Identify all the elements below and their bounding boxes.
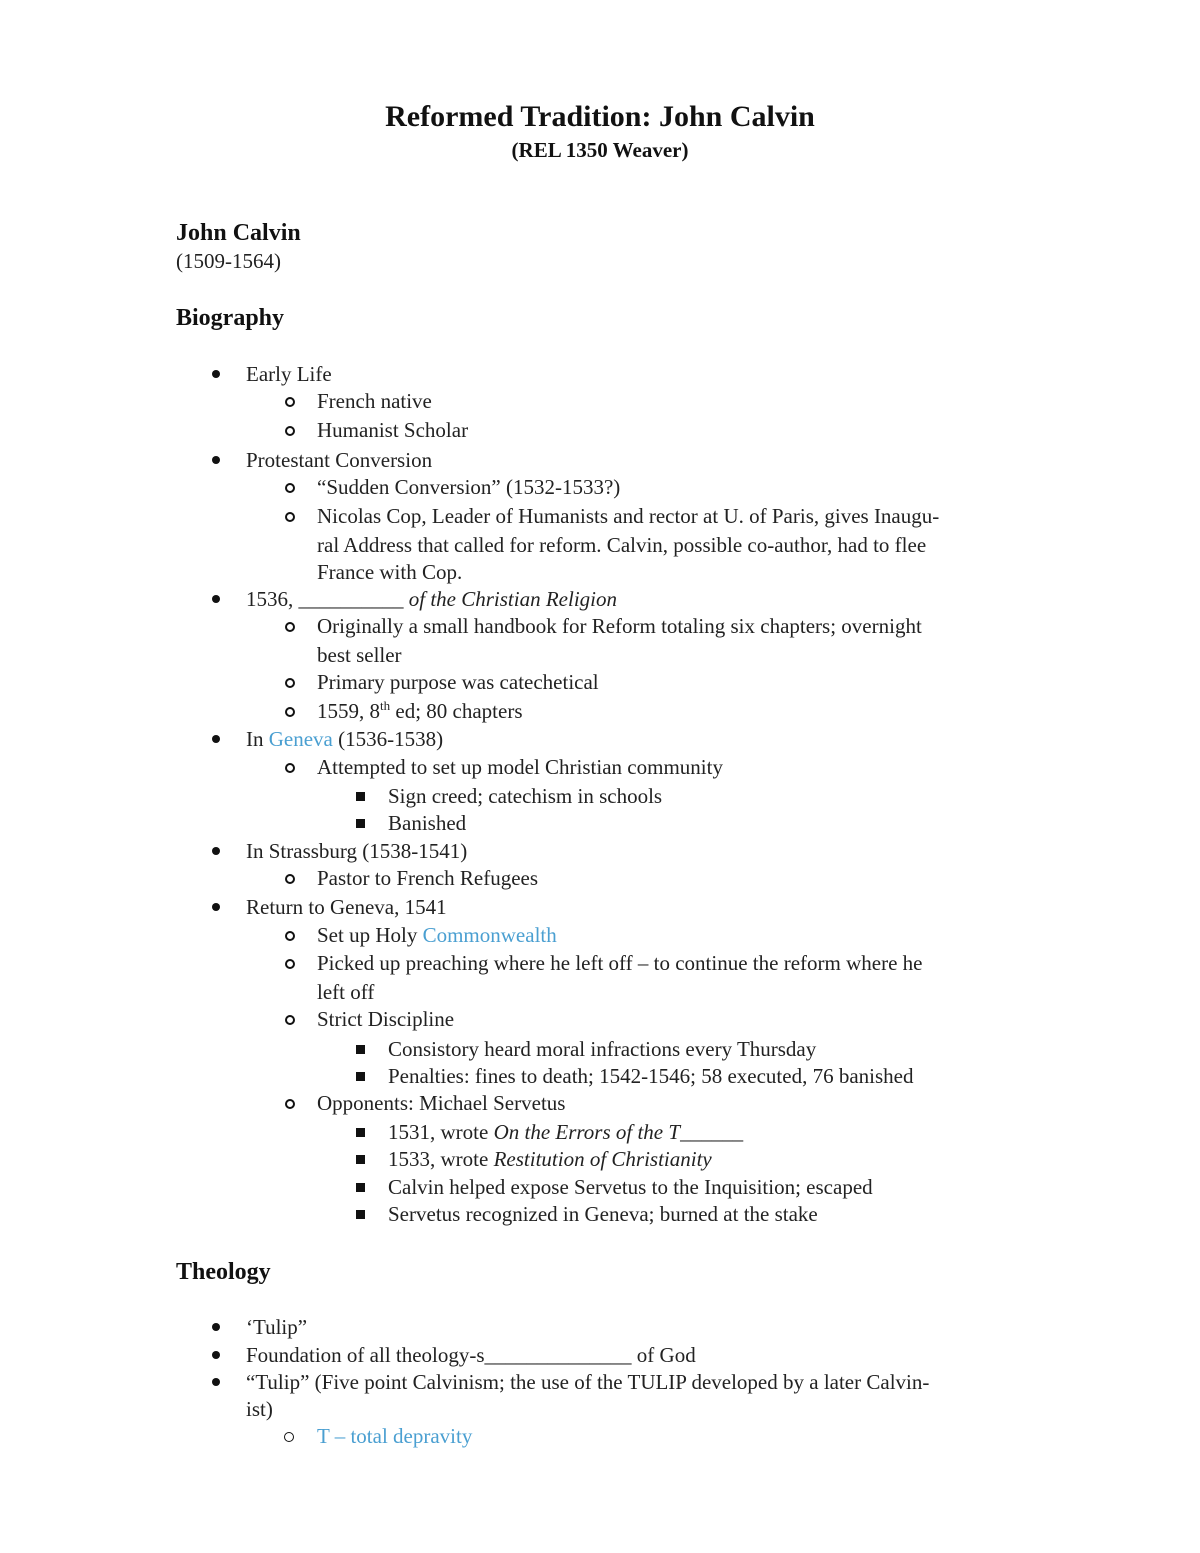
list-item: Banished: [388, 811, 467, 835]
list-item: Attempted to set up model Christian community: [317, 755, 723, 779]
bullet-disc: [212, 903, 220, 911]
list-item: Set up Holy Commonwealth: [317, 923, 557, 947]
list-item: Nicolas Cop, Leader of Humanists and rector at U. of Paris, gives Inaugu-: [317, 504, 940, 528]
list-item: French native: [317, 389, 432, 413]
theology-heading: Theology: [176, 1259, 271, 1285]
bullet-square: [356, 1072, 365, 1081]
list-item: Humanist Scholar: [317, 418, 469, 442]
list-item: Penalties: fines to death; 1542-1546; 58 executed, 76 banished: [388, 1064, 914, 1088]
bullet-disc: [212, 1351, 220, 1359]
list-item: 1533, wrote Restitution of Christianity: [388, 1147, 712, 1171]
bullet-disc: [212, 1323, 220, 1331]
total-depravity-link[interactable]: T – total depravity: [317, 1424, 473, 1448]
bullet-square: [356, 1155, 365, 1164]
list-item-continuation: ral Address that called for reform. Calvin, possible co-author, had to flee: [317, 533, 927, 557]
list-item: Foundation of all theology-s______________ of God: [246, 1343, 696, 1367]
list-item: Calvin helped expose Servetus to the Inquisition; escaped: [388, 1175, 873, 1199]
list-item: Protestant Conversion: [246, 448, 433, 472]
list-item: Originally a small handbook for Reform totaling six chapters; overnight: [317, 614, 922, 638]
list-item: Return to Geneva, 1541: [246, 895, 447, 919]
geneva-link[interactable]: Geneva: [268, 727, 333, 751]
bullet-circle: [285, 512, 295, 522]
list-item: 1559, 8th ed; 80 chapters: [317, 698, 523, 723]
bullet-square: [356, 819, 365, 828]
bullet-square: [356, 1045, 365, 1054]
list-item: Consistory heard moral infractions every Thursday: [388, 1037, 817, 1061]
biography-heading: Biography: [176, 305, 285, 331]
bullet-disc: [212, 735, 220, 743]
bullet-circle: [285, 1099, 295, 1109]
list-item-continuation: left off: [317, 980, 375, 1004]
list-item: In Strassburg (1538-1541): [246, 839, 468, 863]
bullet-square: [356, 792, 365, 801]
bullet-circle: [285, 707, 295, 717]
list-item: Primary purpose was catechetical: [317, 670, 599, 694]
commonwealth-link[interactable]: Commonwealth: [422, 923, 557, 947]
list-item: 1531, wrote On the Errors of the T______: [388, 1120, 744, 1144]
bullet-square: [356, 1210, 365, 1219]
bullet-disc: [212, 847, 220, 855]
list-item: Early Life: [246, 362, 332, 386]
list-item-continuation: France with Cop.: [317, 560, 463, 584]
bullet-circle: [285, 874, 295, 884]
bullet-circle: [284, 1432, 294, 1442]
list-item: ‘Tulip”: [246, 1315, 308, 1339]
document-subtitle: (REL 1350 Weaver): [511, 138, 689, 162]
bullet-square: [356, 1128, 365, 1137]
name-heading: John Calvin: [176, 220, 301, 246]
bullet-circle: [285, 397, 295, 407]
bullet-circle: [285, 959, 295, 969]
bullet-circle: [285, 622, 295, 632]
bullet-circle: [285, 763, 295, 773]
list-item: “Tulip” (Five point Calvinism; the use of the TULIP developed by a later Calvin-: [246, 1370, 930, 1394]
list-item: Sign creed; catechism in schools: [388, 784, 663, 808]
list-item-continuation: ist): [246, 1397, 273, 1421]
list-item: [317, 1422, 472, 1450]
bullet-square: [356, 1183, 365, 1192]
list-item: Servetus recognized in Geneva; burned at the stake: [388, 1202, 818, 1226]
bullet-circle: [285, 426, 295, 436]
bullet-disc: [212, 370, 220, 378]
life-dates: (1509-1564): [176, 249, 281, 273]
bullet-circle: [285, 1015, 295, 1025]
bullet-disc: [212, 1378, 220, 1386]
bullet-disc: [212, 456, 220, 464]
list-item: In Geneva (1536-1538): [246, 727, 444, 751]
bullet-disc: [212, 595, 220, 603]
list-item: Opponents: Michael Servetus: [317, 1091, 566, 1115]
document-title: Reformed Tradition: John Calvin: [385, 100, 815, 133]
list-item: 1536, __________ of the Christian Religion: [246, 587, 617, 611]
bullet-circle: [285, 483, 295, 493]
list-item: “Sudden Conversion” (1532-1533?): [317, 475, 621, 499]
bullet-circle: [285, 678, 295, 688]
bullet-circle: [285, 931, 295, 941]
list-item: Strict Discipline: [317, 1007, 455, 1031]
list-item: Picked up preaching where he left off – to continue the reform where he: [317, 951, 923, 975]
list-item: Pastor to French Refugees: [317, 866, 539, 890]
list-item-continuation: best seller: [317, 643, 402, 667]
